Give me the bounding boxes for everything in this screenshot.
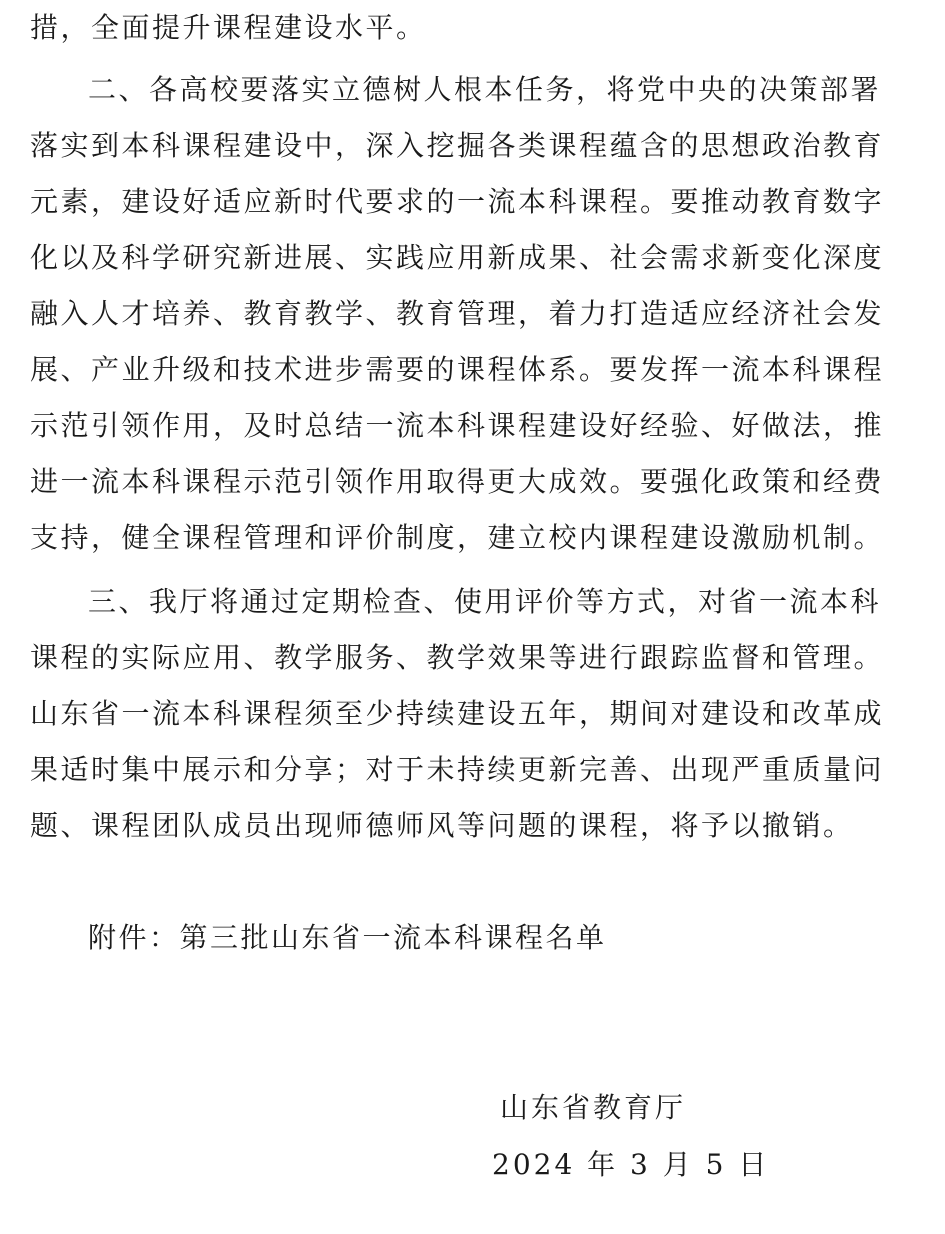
paragraph-2-line-7: 示范引领作用，及时总结一流本科课程建设好经验、好做法，推 bbox=[30, 409, 885, 442]
paragraph-2-line-9: 支持，健全课程管理和评价制度，建立校内课程建设激励机制。 bbox=[30, 521, 885, 554]
paragraph-3-line-4: 果适时集中展示和分享；对于未持续更新完善、出现严重质量问 bbox=[30, 753, 885, 786]
paragraph-3-line-1: 三、我厅将通过定期检查、使用评价等方式，对省一流本科 bbox=[88, 585, 882, 618]
paragraph-2-line-4: 化以及科学研究新进展、实践应用新成果、社会需求新变化深度 bbox=[30, 241, 885, 274]
paragraph-2-line-6: 展、产业升级和技术进步需要的课程体系。要发挥一流本科课程 bbox=[30, 353, 885, 386]
paragraph-2-line-8: 进一流本科课程示范引领作用取得更大成效。要强化政策和经费 bbox=[30, 465, 885, 498]
paragraph-3-line-2: 课程的实际应用、教学服务、教学效果等进行跟踪监督和管理。 bbox=[30, 641, 885, 674]
paragraph-2-line-5: 融入人才培养、教育教学、教育管理，着力打造适应经济社会发 bbox=[30, 297, 885, 330]
attachment-line: 附件：第三批山东省一流本科课程名单 bbox=[88, 921, 607, 954]
paragraph-3-line-5: 题、课程团队成员出现师德师风等问题的课程，将予以撤销。 bbox=[30, 809, 854, 842]
paragraph-3-line-3: 山东省一流本科课程须至少持续建设五年，期间对建设和改革成 bbox=[30, 697, 885, 730]
issue-date: 2024 年 3 月 5 日 bbox=[492, 1148, 770, 1181]
paragraph-2-line-2: 落实到本科课程建设中，深入挖掘各类课程蕴含的思想政治教育 bbox=[30, 129, 885, 162]
paragraph-2-line-1: 二、各高校要落实立德树人根本任务，将党中央的决策部署 bbox=[88, 73, 882, 106]
issuer-name: 山东省教育厅 bbox=[500, 1091, 687, 1124]
paragraph-1-line-1: 措，全面提升课程建设水平。 bbox=[30, 11, 427, 44]
paragraph-2-line-3: 元素，建设好适应新时代要求的一流本科课程。要推动教育数字 bbox=[30, 185, 885, 218]
